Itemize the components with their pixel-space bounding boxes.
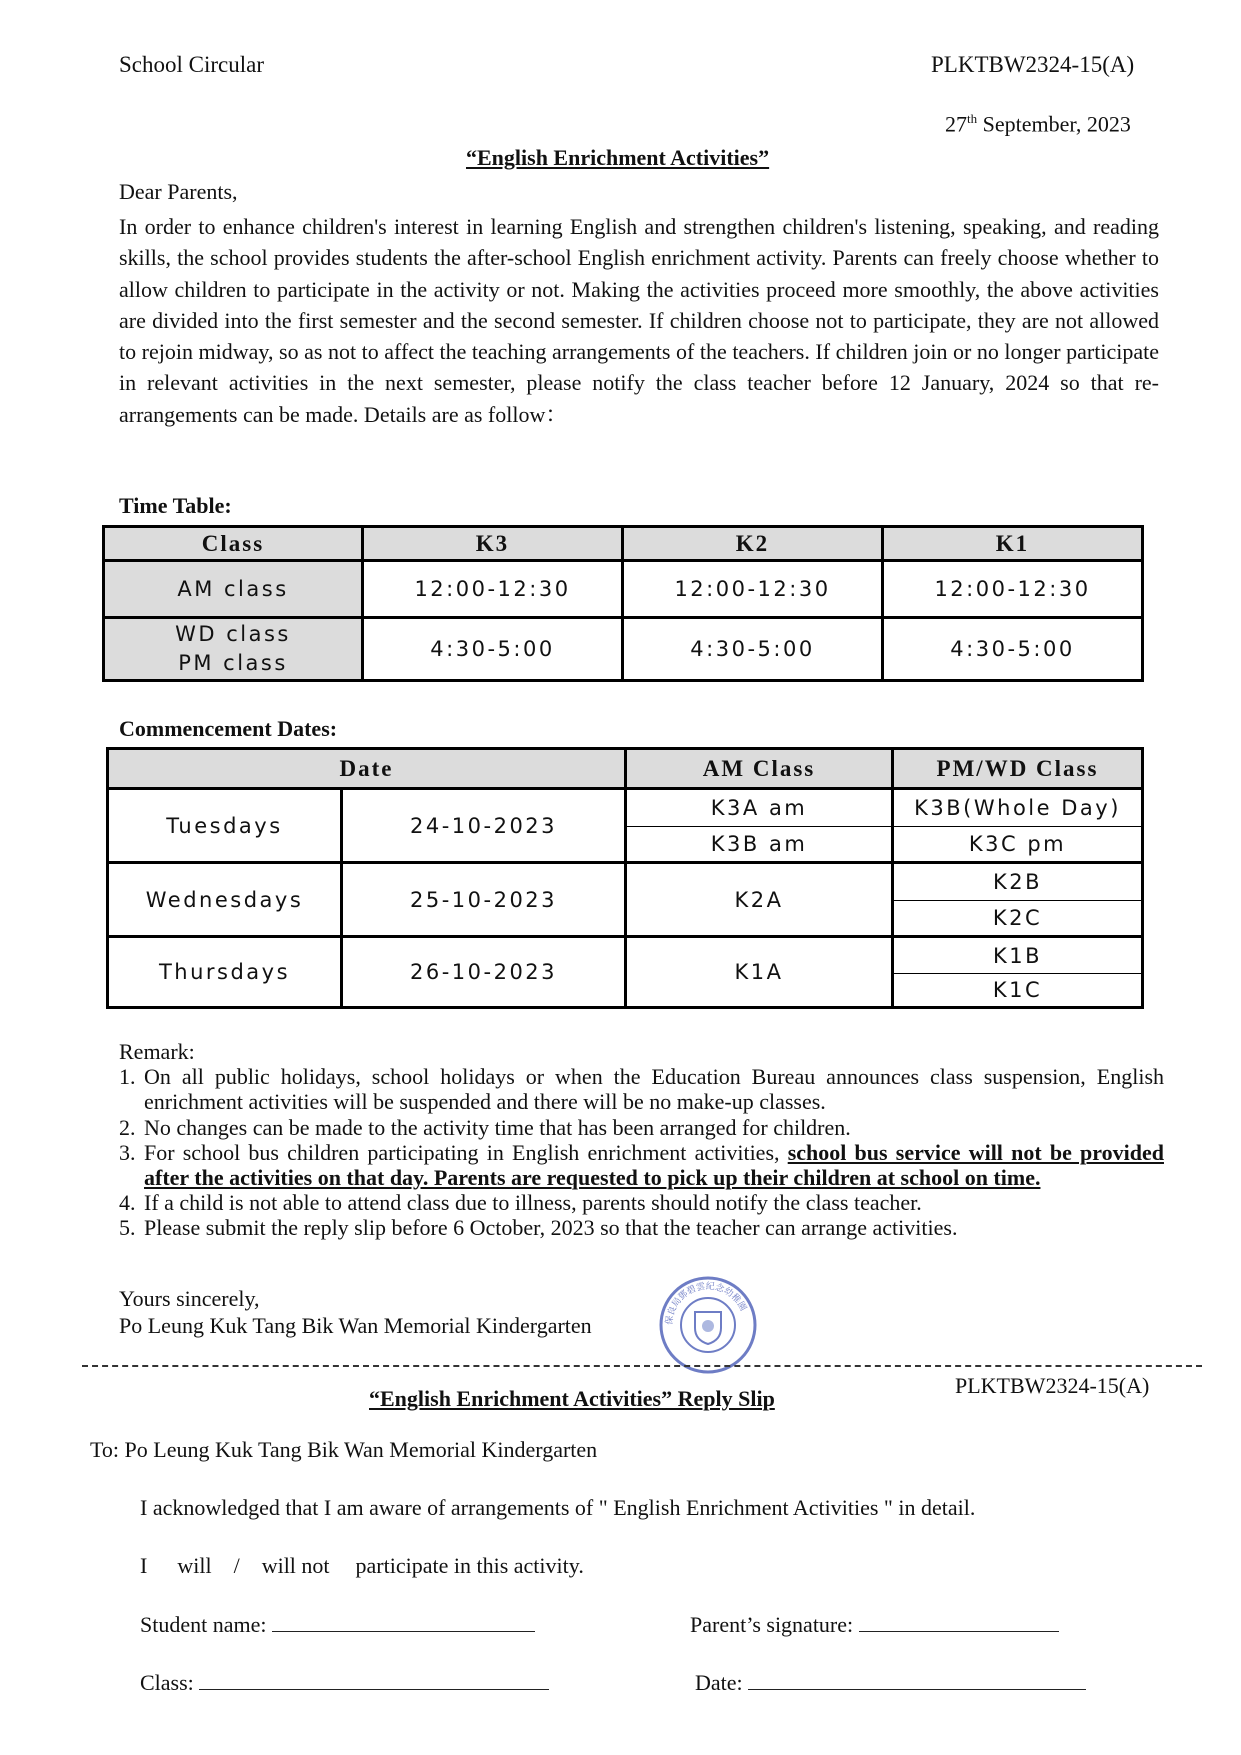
remark-item: 2. No changes can be made to the activity time that has been arranged for children. <box>119 1114 851 1140</box>
page-title: “English Enrichment Activities” <box>466 145 770 170</box>
remark-item: 5. Please submit the reply slip before 6 October, 2023 so that the teacher can arrange activities. <box>119 1215 958 1241</box>
will-not-option[interactable]: will not <box>261 1553 330 1578</box>
remarks <box>119 1039 1164 1241</box>
will-option[interactable]: will <box>177 1553 212 1578</box>
am-class-cell: K3A am <box>626 789 893 827</box>
date-field: Date: <box>695 1669 1086 1696</box>
timetable-cell: 12:00-12:30 <box>883 561 1143 618</box>
commencement-table <box>106 747 1144 1009</box>
svg-text:保良局鄧碧雲紀念幼稚園: 保良局鄧碧雲紀念幼稚園 <box>664 1281 748 1326</box>
timetable-cell: 4:30-5:00 <box>883 618 1143 681</box>
class-input[interactable] <box>199 1669 549 1690</box>
parent-signature-field: Parent’s signature: <box>690 1611 1059 1638</box>
am-class-cell: K3B am <box>626 827 893 863</box>
timetable-cell: 12:00-12:30 <box>363 561 623 618</box>
acknowledgement-text: I acknowledged that I am aware of arrangements of " English Enrichment Activities " in detail. <box>140 1495 976 1520</box>
timetable-heading: Time Table: <box>119 493 232 518</box>
class-field: Class: <box>140 1669 549 1696</box>
commencement-date: 25-10-2023 <box>342 863 626 937</box>
commencement-date: 24-10-2023 <box>342 789 626 863</box>
student-name-field: Student name: <box>140 1611 535 1638</box>
pm-class-cell: K1B <box>893 937 1143 974</box>
remark-item: 3. For school bus children participating in English enrichment activities, school bus service will not be provided after the activities on that day. Parents are requested to pick up their children at school on time. <box>119 1139 1164 1191</box>
student-name-input[interactable] <box>272 1611 535 1632</box>
timetable <box>102 525 1144 682</box>
closing-line: Yours sincerely, <box>119 1286 260 1311</box>
timetable-cell: 4:30-5:00 <box>623 618 883 681</box>
commencement-day: Wednesdays <box>108 863 342 937</box>
timetable-cell: 4:30-5:00 <box>363 618 623 681</box>
date-input[interactable] <box>748 1669 1086 1690</box>
pm-class-cell: K1C <box>893 974 1143 1008</box>
timetable-header: K2 <box>623 527 883 561</box>
body-paragraph: In order to enhance children's interest in learning English and strengthen children's listening, speaking, and reading skills, the school provides students the after-school English enrichment activity. Parents can freely choose whether to allow children to participate in the activity or not. Making the activities proceed more smoothly, the above activities are divided into the first semester and the second semester. If children choose not to participate, they are not allowed to rejoin midway, so as not to affect the teaching arrangements of the teachers. If children join or no longer participate in relevant activities in the next semester, please notify the class teacher before 12 January, 2024 so that re-arrangements can be made. Details are as follow： <box>119 214 1159 427</box>
commencement-day: Tuesdays <box>108 789 342 863</box>
commencement-date: 26-10-2023 <box>342 937 626 1008</box>
circular-label: School Circular <box>119 52 264 77</box>
reply-ref: PLKTBW2324-15(A) <box>955 1373 1150 1398</box>
timetable-row-label: WD class PM class <box>104 618 363 681</box>
commencement-heading: Commencement Dates: <box>119 716 338 741</box>
commencement-header: AM Class <box>626 749 893 789</box>
pm-class-cell: K3B(Whole Day) <box>893 789 1143 827</box>
pm-class-cell: K2C <box>893 901 1143 937</box>
am-class-cell: K2A <box>626 863 893 937</box>
commencement-day: Thursdays <box>108 937 342 1008</box>
commencement-header: Date <box>108 749 626 789</box>
circular-date: 27th September, 2023 <box>945 111 1131 137</box>
timetable-cell: 12:00-12:30 <box>623 561 883 618</box>
timetable-header: Class <box>104 527 363 561</box>
salutation: Dear Parents, <box>119 179 238 204</box>
reply-to: To: Po Leung Kuk Tang Bik Wan Memorial Kindergarten <box>90 1437 598 1462</box>
timetable-row-label: AM class <box>104 561 363 618</box>
commencement-header: PM/WD Class <box>893 749 1143 789</box>
am-class-cell: K1A <box>626 937 893 1008</box>
remark-item: 1. On all public holidays, school holidays or when the Education Bureau announces class suspension, English enrichment activities will be suspended and there will be no make-up classes. <box>119 1064 1164 1115</box>
pm-class-cell: K3C pm <box>893 827 1143 863</box>
timetable-header: K1 <box>883 527 1143 561</box>
pm-class-cell: K2B <box>893 863 1143 901</box>
school-name: Po Leung Kuk Tang Bik Wan Memorial Kindergarten <box>119 1313 592 1338</box>
cut-line <box>82 1365 1202 1367</box>
remarks-heading: Remark: <box>119 1039 195 1064</box>
school-seal-icon <box>657 1274 759 1376</box>
reply-title: “English Enrichment Activities” Reply Slip <box>369 1386 775 1411</box>
participation-choice: I will / will not participate in this activity. <box>140 1553 584 1578</box>
parent-signature-input[interactable] <box>859 1611 1059 1632</box>
timetable-header: K3 <box>363 527 623 561</box>
remark-item: 4. If a child is not able to attend class due to illness, parents should notify the class teacher. <box>119 1190 922 1216</box>
circular-ref: PLKTBW2324-15(A) <box>931 52 1135 77</box>
